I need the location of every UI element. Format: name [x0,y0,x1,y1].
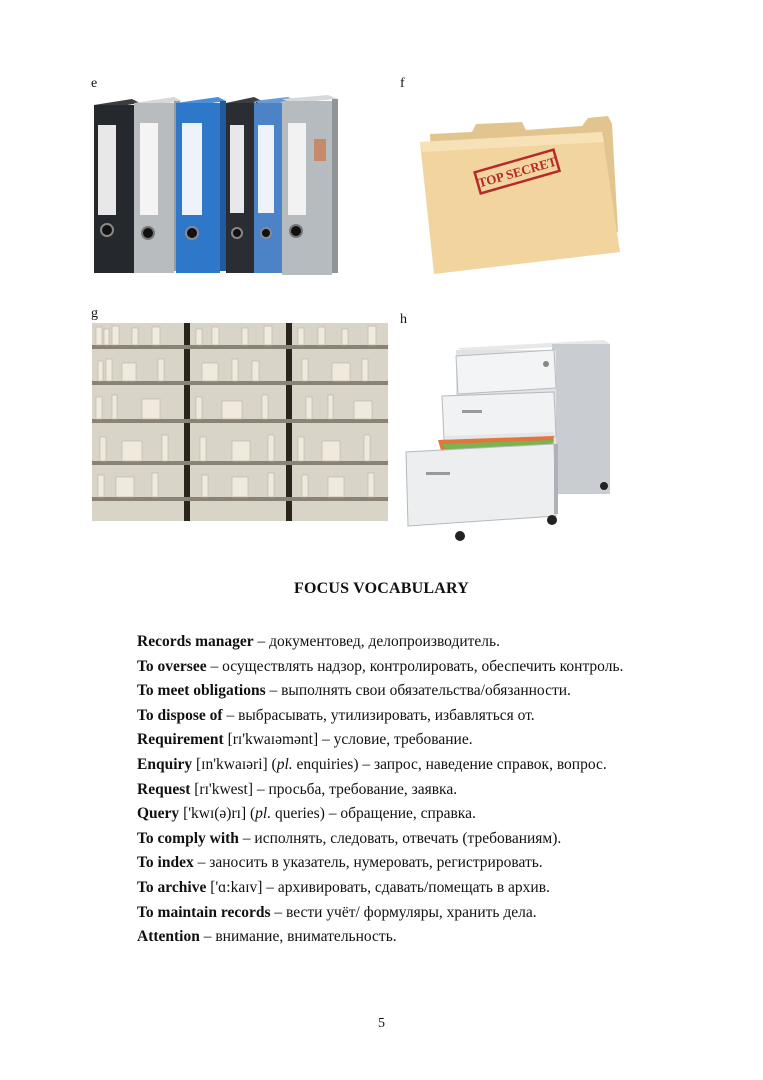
vocab-term: To meet obligations [137,682,266,700]
vocab-definition: ['kwɪ(ə)rɪ] (pl. queries) – обращение, справка. [179,805,476,823]
vocab-term: To maintain records [137,903,271,921]
figure-label-g: g [91,306,98,321]
vocab-term: To archive [137,878,207,896]
folder-stamp-text: TOP SECRET [476,153,559,191]
vocab-entry [92,802,672,827]
vocab-term: To dispose of [137,706,223,724]
vocab-term: Requirement [137,731,224,749]
vocab-definition: – выбрасывать, утилизировать, избавляться от. [222,706,535,724]
vocab-entry [92,753,672,778]
filing-cabinet-image [404,340,612,546]
vocab-definition: – документовед, делопроизводитель. [253,633,500,650]
vocab-definition: – заносить в указатель, нумеровать, регистрировать. [193,854,543,872]
bookshelves-image [92,323,388,521]
vocab-definition: – внимание, внимательность. [199,928,397,946]
vocab-term: Enquiry [137,755,193,773]
vocab-entry [92,925,672,950]
vocab-entry [92,655,672,680]
vocab-definition: [rɪ'kwaɪəmənt] – условие, требование. [223,731,473,749]
vocab-entry [92,876,672,901]
page-number: 5 [378,1016,385,1031]
vocab-term: Records manager [137,633,254,650]
vocab-entry [92,851,672,876]
vocab-term: Query [137,805,180,823]
vocab-term: Attention [137,928,200,946]
vocab-term: To oversee [137,657,207,675]
vocab-entry [92,679,672,704]
vocab-definition: ['ɑ:kaɪv] – архивировать, сдавать/помещать в архив. [206,878,550,896]
vocab-definition: – осуществлять надзор, контролировать, обеспечить контроль. [206,657,624,675]
vocab-entry [92,630,672,655]
binders-image [92,95,340,277]
vocab-entry [92,901,672,926]
vocab-definition: – выполнять свои обязательства/обязанности. [265,682,571,700]
figure-label-f: f [400,76,405,91]
vocab-term: Request [137,780,191,798]
figure-label-h: h [400,312,407,327]
vocab-entry [92,778,672,803]
vocab-term: To index [137,854,194,872]
section-title: FOCUS VOCABULARY [294,580,469,597]
vocabulary-list [92,630,672,950]
vocab-entry [92,728,672,753]
vocab-definition: [ɪn'kwaɪəri] (pl. enquiries) – запрос, наведение справок, вопрос. [192,755,607,773]
vocab-definition: – исполнять, следовать, отвечать (требованиям). [238,829,562,847]
vocab-definition: – вести учёт/ формуляры, хранить дела. [270,903,537,921]
folder-image [412,102,624,274]
figure-label-e: e [91,76,98,91]
vocab-entry [92,827,672,852]
vocab-entry [92,704,672,729]
vocab-definition: [rɪ'kwest] – просьба, требование, заявка. [190,780,458,798]
vocab-term: To comply with [137,829,239,847]
